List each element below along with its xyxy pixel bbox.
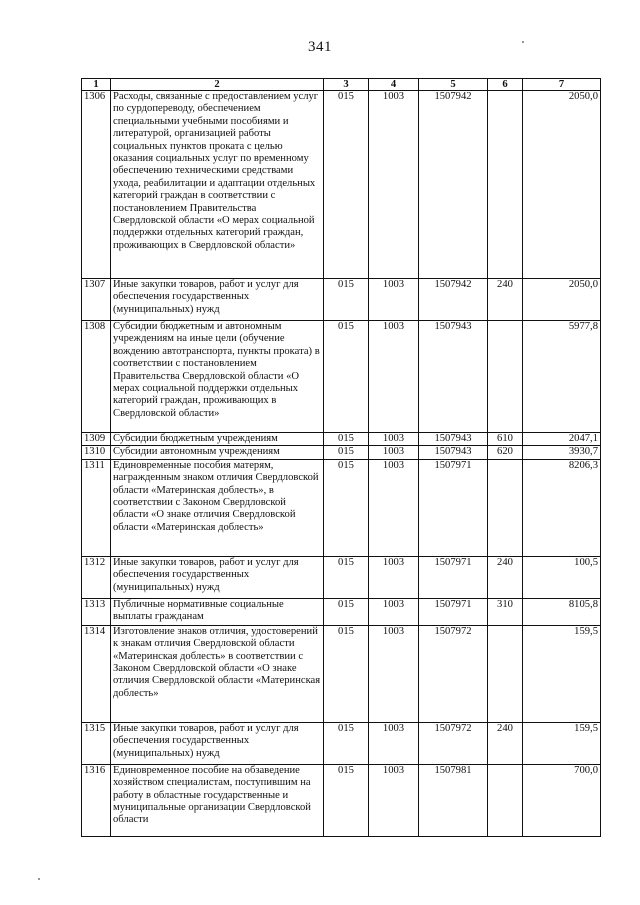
row-col-4: 1003	[369, 459, 419, 556]
row-col-6: 310	[488, 598, 523, 625]
row-col-5: 1507971	[419, 459, 488, 556]
row-col-3: 015	[324, 459, 369, 556]
column-header-6: 6	[488, 79, 523, 91]
row-col-6	[488, 91, 523, 279]
row-col-6: 240	[488, 556, 523, 598]
row-col-4: 1003	[369, 279, 419, 321]
row-number: 1316	[82, 764, 111, 836]
row-col-5: 1507943	[419, 433, 488, 446]
row-number: 1313	[82, 598, 111, 625]
row-description: Публичные нормативные социальные выплаты гражданам	[111, 598, 324, 625]
row-amount: 700,0	[523, 764, 601, 836]
column-header-7: 7	[523, 79, 601, 91]
row-col-3: 015	[324, 91, 369, 279]
row-col-6	[488, 764, 523, 836]
table-row	[82, 625, 601, 722]
row-col-4: 1003	[369, 556, 419, 598]
table-row	[82, 598, 601, 625]
row-col-5: 1507943	[419, 446, 488, 459]
row-number: 1307	[82, 279, 111, 321]
row-col-4: 1003	[369, 764, 419, 836]
row-amount: 8105,8	[523, 598, 601, 625]
row-number: 1308	[82, 321, 111, 433]
page-number: 341	[308, 39, 332, 55]
column-header-4: 4	[369, 79, 419, 91]
row-col-5: 1507942	[419, 279, 488, 321]
row-amount: 159,5	[523, 722, 601, 764]
row-number: 1310	[82, 446, 111, 459]
table-row	[82, 433, 601, 446]
row-col-6	[488, 321, 523, 433]
scan-speck	[522, 41, 524, 43]
row-col-5: 1507971	[419, 598, 488, 625]
row-col-6: 240	[488, 279, 523, 321]
row-col-6	[488, 459, 523, 556]
row-amount: 100,5	[523, 556, 601, 598]
header-row	[82, 79, 601, 91]
row-amount: 2050,0	[523, 91, 601, 279]
row-amount: 159,5	[523, 625, 601, 722]
row-col-4: 1003	[369, 433, 419, 446]
row-number: 1312	[82, 556, 111, 598]
row-col-5: 1507942	[419, 91, 488, 279]
row-amount: 8206,3	[523, 459, 601, 556]
column-header-3: 3	[324, 79, 369, 91]
row-col-3: 015	[324, 279, 369, 321]
row-col-3: 015	[324, 446, 369, 459]
row-col-5: 1507943	[419, 321, 488, 433]
table-row	[82, 446, 601, 459]
row-description: Субсидии бюджетным и автономным учреждениям на иные цели (обучение вождению автотранспорта, пункты проката) в соответствии с постановлением Правительства Свердловской области «О мерах социальной поддержки отдельных категорий граждан, проживающих в Свердловской области»	[111, 321, 324, 433]
row-number: 1306	[82, 91, 111, 279]
row-col-4: 1003	[369, 446, 419, 459]
row-col-3: 015	[324, 598, 369, 625]
row-number: 1311	[82, 459, 111, 556]
row-description: Иные закупки товаров, работ и услуг для обеспечения государственных (муниципальных) нужд	[111, 722, 324, 764]
row-description: Расходы, связанные с предоставлением услуг по сурдопереводу, обеспечением специальными учебными пособиями и литературой, организацией работы социальных пунктов проката с целью оказания социальных услуг по временному обеспечению техническими средствами ухода, реабилитации и адаптации отдельных категорий граждан в соответствии с постановлением Правительства Свердловской области «О мерах социальной поддержки отдельных категорий граждан, проживающих в Свердловской области»	[111, 91, 324, 279]
row-col-3: 015	[324, 556, 369, 598]
budget-table	[81, 78, 601, 837]
row-description: Единовременные пособия матерям, награжденным знаком отличия Свердловской области «Материнская доблесть», в соответствии с Законом Свердловской области «О знаке отличия Свердловской области «Материнская доблесть»	[111, 459, 324, 556]
row-amount: 3930,7	[523, 446, 601, 459]
column-header-5: 5	[419, 79, 488, 91]
row-col-3: 015	[324, 321, 369, 433]
row-col-4: 1003	[369, 625, 419, 722]
table-row	[82, 459, 601, 556]
row-amount: 2050,0	[523, 279, 601, 321]
table-row	[82, 279, 601, 321]
row-col-4: 1003	[369, 722, 419, 764]
row-description: Иные закупки товаров, работ и услуг для обеспечения государственных (муниципальных) нужд	[111, 556, 324, 598]
row-col-5: 1507981	[419, 764, 488, 836]
row-col-3: 015	[324, 625, 369, 722]
row-number: 1315	[82, 722, 111, 764]
row-col-6: 620	[488, 446, 523, 459]
column-header-1: 1	[82, 79, 111, 91]
row-amount: 5977,8	[523, 321, 601, 433]
scan-speck	[38, 878, 40, 880]
row-col-5: 1507972	[419, 722, 488, 764]
row-description: Иные закупки товаров, работ и услуг для обеспечения государственных (муниципальных) нужд	[111, 279, 324, 321]
row-description: Единовременное пособие на обзаведение хозяйством специалистам, поступившим на работу в областные государственные и муниципальные организации Свердловской области	[111, 764, 324, 836]
row-description: Изготовление знаков отличия, удостоверений к знакам отличия Свердловской области «Материнская доблесть» в соответствии с Законом Свердловской области «О знаке отличия Свердловской области «Материнская доблесть»	[111, 625, 324, 722]
row-col-4: 1003	[369, 598, 419, 625]
row-col-6: 610	[488, 433, 523, 446]
row-col-5: 1507972	[419, 625, 488, 722]
table-row	[82, 764, 601, 836]
row-col-3: 015	[324, 764, 369, 836]
row-number: 1309	[82, 433, 111, 446]
row-col-5: 1507971	[419, 556, 488, 598]
row-col-4: 1003	[369, 321, 419, 433]
row-description: Субсидии бюджетным учреждениям	[111, 433, 324, 446]
row-amount: 2047,1	[523, 433, 601, 446]
table-row	[82, 722, 601, 764]
row-number: 1314	[82, 625, 111, 722]
row-col-3: 015	[324, 433, 369, 446]
table-row	[82, 321, 601, 433]
table-row	[82, 556, 601, 598]
table-row	[82, 91, 601, 279]
row-col-3: 015	[324, 722, 369, 764]
row-col-6	[488, 625, 523, 722]
row-description: Субсидии автономным учреждениям	[111, 446, 324, 459]
row-col-6: 240	[488, 722, 523, 764]
column-header-2: 2	[111, 79, 324, 91]
row-col-4: 1003	[369, 91, 419, 279]
